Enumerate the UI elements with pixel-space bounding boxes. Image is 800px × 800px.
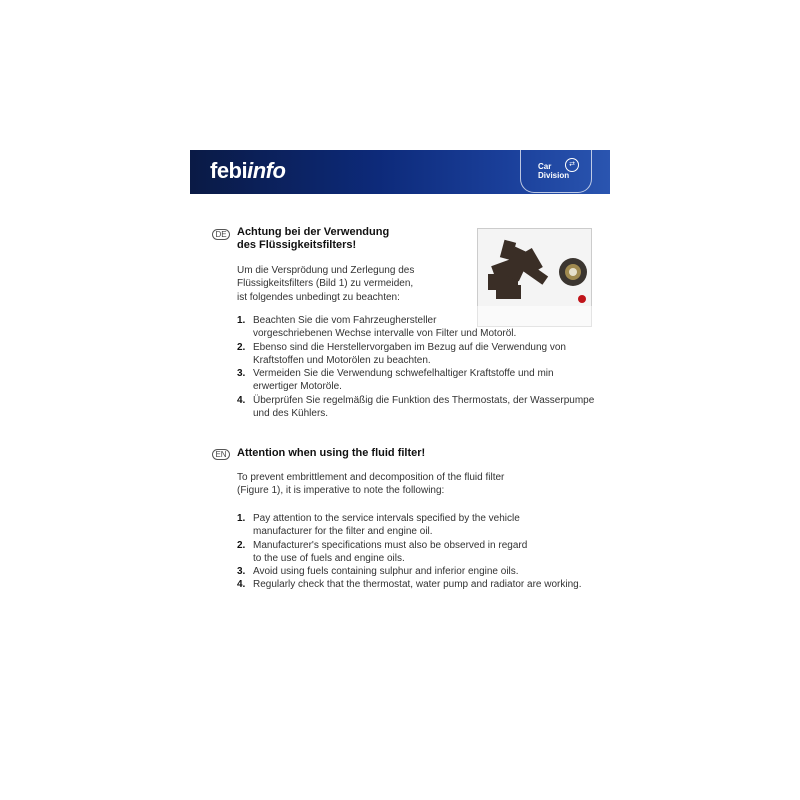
list-item: 3. Avoid using fuels containing sulphur and inferior engine oils.: [237, 566, 519, 578]
filter-debris-photo: [477, 228, 592, 308]
list-item: 2. Manufacturer's specifications must also be observed in regard to the use of fuels and engine oils.: [237, 539, 528, 564]
filter-debris-image: [478, 229, 591, 307]
photo-caption-area: [477, 306, 592, 327]
en-title: Attention when using the fluid filter!: [237, 447, 426, 459]
list-item: 1. Beachten Sie die vom Fahrzeughersteller vorgeschriebenen Wechse intervalle von Filter und Motoröl.: [237, 315, 517, 340]
car-icon: ⇄: [565, 158, 579, 172]
de-intro: Um die Versprödung und Zerlegung des Flüssigkeitsfilters (Bild 1) zu vermeiden, ist folgendes unbedingt zu beachten:: [237, 265, 415, 303]
de-list: [237, 314, 597, 420]
header-banner: [190, 150, 610, 194]
febi-logo: febiinfo: [210, 158, 286, 183]
list-item: 4. Regularly check that the thermostat, water pump and radiator are working.: [237, 579, 582, 591]
en-language-badge: EN: [212, 449, 230, 460]
car-division-label: Car Division: [538, 162, 570, 180]
en-intro: To prevent embrittlement and decomposition of the fluid filter (Figure 1), it is imperative to note the following:: [237, 472, 505, 497]
en-list: [237, 512, 597, 592]
de-language-badge: DE: [212, 229, 230, 240]
de-title: Achtung bei der Verwendung des Flüssigkeitsfilters!: [237, 226, 390, 251]
list-item: 4. Überprüfen Sie regelmäßig die Funktion des Thermostats, der Wasserpumpe und des Kühlers.: [237, 394, 595, 420]
list-item: 3. Vermeiden Sie die Verwendung schwefelhaltiger Kraftstoffe und min erwertiger Motoröle.: [237, 368, 554, 393]
list-item: 2. Ebenso sind die Herstellervorgaben im Bezug auf die Verwendung von Kraftstoffen und Motorölen zu beachten.: [237, 341, 566, 366]
list-item: 1. Pay attention to the service intervals specified by the vehicle manufacturer for the filter and engine oil.: [237, 513, 520, 538]
